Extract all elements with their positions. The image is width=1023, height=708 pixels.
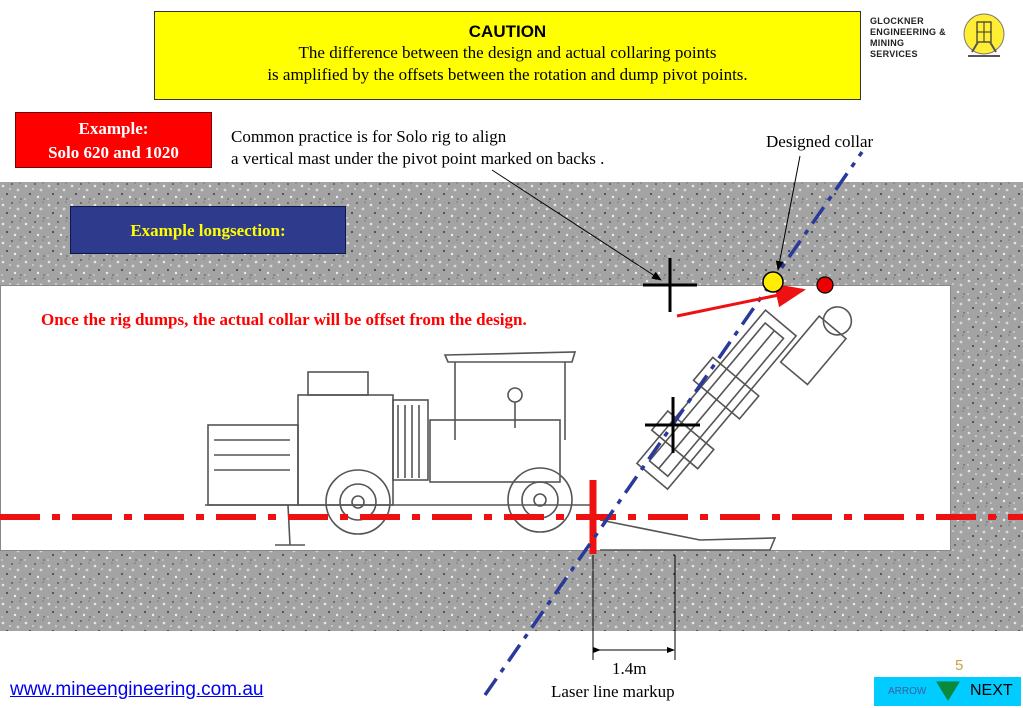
dimension-label: 1.4m: [612, 659, 647, 678]
page-number: 5: [955, 657, 964, 674]
logo-line-4: SERVICES: [870, 49, 918, 59]
practice-leader-arrow: [492, 170, 661, 280]
offset-arrow: [677, 290, 803, 316]
drill-rig-drawing: [205, 264, 860, 550]
designed-collar-label: Designed collar: [766, 132, 874, 151]
caution-title: CAUTION: [468, 22, 547, 41]
caution-line-1: The difference between the design and actual collaring points: [298, 43, 717, 62]
website-link[interactable]: www.mineengineering.com.au: [10, 679, 264, 700]
logo-line-2: ENGINEERING &: [870, 27, 946, 37]
dimension-1-4m: [593, 555, 675, 660]
next-button[interactable]: [874, 677, 1021, 706]
laser-line-label: Laser line markup: [551, 682, 675, 701]
example-line-2: Solo 620 and 1020: [48, 143, 179, 162]
designed-collar-point: [763, 272, 783, 292]
upper-pivot-crosshair: [643, 258, 697, 312]
down-triangle-icon: [936, 681, 960, 701]
next-label: NEXT: [970, 682, 1013, 699]
practice-line-1: Common practice is for Solo rig to align: [231, 127, 507, 146]
longsection-label: Example longsection:: [70, 206, 346, 254]
example-line-1: Example:: [78, 119, 149, 138]
logo-line-1: GLOCKNER: [870, 16, 924, 26]
designed-collar-leader-arrow: [778, 156, 800, 270]
actual-collar-point: [817, 277, 833, 293]
caution-line-2: is amplified by the offsets between the rotation and dump pivot points.: [267, 65, 748, 84]
arrow-label: ARROW: [888, 686, 927, 697]
practice-line-2: a vertical mast under the pivot point marked on backs .: [231, 149, 605, 168]
offset-note: Once the rig dumps, the actual collar will be offset from the design.: [41, 310, 527, 329]
logo-line-3: MINING: [870, 38, 905, 48]
